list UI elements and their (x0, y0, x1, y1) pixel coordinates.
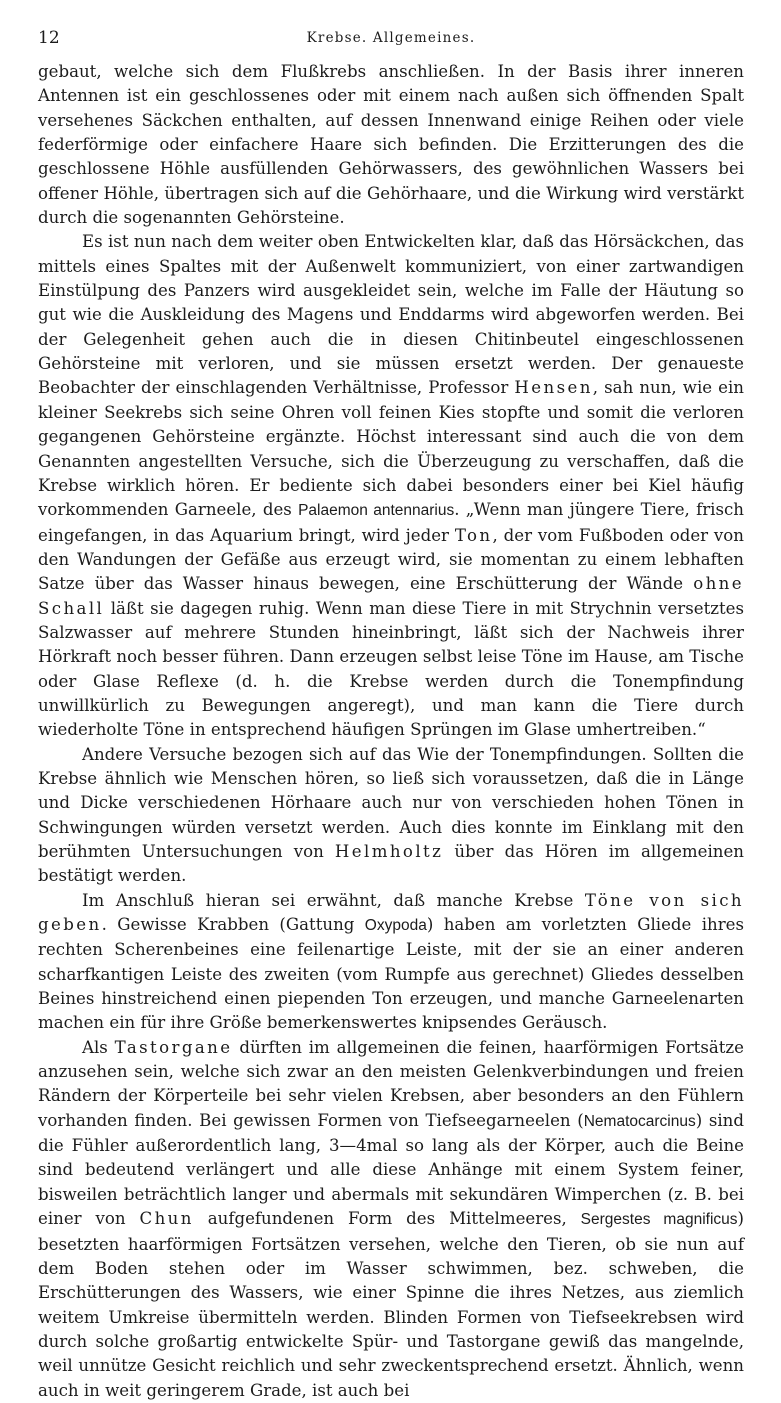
paragraph (38, 60, 744, 230)
latin-name: Sergestes magnificus (580, 1211, 738, 1229)
text-run: Als (82, 1037, 115, 1057)
text-run: dürften im allgemeinen die feinen, haarförmigen Fortsätze anzusehen sein, welche sich zwar an den meisten Gelenkverbindungen und freien Rändern der Körperteile bei sehr vielen Krebsen, aber besonders an den Fühlern vorhanden finden. Bei gewissen Formen von Tiefseegarneelen ( (38, 1037, 744, 1130)
latin-name: Oxypoda (364, 917, 427, 935)
spaced-emphasis: Ton (454, 525, 493, 545)
page-header (38, 28, 744, 54)
page-number: 12 (38, 28, 60, 48)
text-run: ) besetzten haarförmigen Fortsätzen versehen, welche den Tieren, ob sie nun auf dem Boden stehen oder im Wasser schwimmen, bez. schweben, die Erschütterungen des Wassers, wie einer Spinne die ihres Netzes, aus ziemlich weitem Umkreise übermitteln werden. Blinden Formen von Tiefseekrebsen wird durch solche großartig entwickelte Spür- und Tastorgane gewiß das mangelnde, weil unnütze Gesicht reichlich und sehr zweckentsprechend ersetzt. Ähnlich, wenn auch in weit geringerem Grade, ist auch bei (38, 1209, 744, 1400)
text-run: gebaut, welche sich dem Flußkrebs anschließen. In der Basis ihrer inneren Antennen ist ein geschlossenes oder mit einem nach außen sich öffnenden Spalt versehenes Säckchen enthalten, auf dessen Innenwand einige Reihen oder viele federförmige oder einfachere Haare sich befinden. Die Erzitterungen des die geschlossene Höhle ausfüllenden Gehörwassers, des gewöhnlichen Wassers bei offener Höhle, übertragen sich auf die Gehörhaare, und die Wirkung wird verstärkt durch die sogenannten Gehörsteine. (38, 62, 744, 228)
text-run: läßt sie dagegen ruhig. Wenn man diese Tiere in mit Strychnin versetztes Salzwasser auf mehrere Stunden hineinbringt, läßt sich der Nachweis ihrer Hörkraft noch besser führen. Dann erzeugen selbst leise Töne im Hause, am Tische oder Glase Reflexe (d. h. die Krebse werden durch die Tonempfindung unwillkürlich zu Bewegungen angeregt), und man kann die Tiere durch wiederholte Töne in entsprechend häufigen Sprüngen im Glase umhertreiben.“ (38, 598, 744, 740)
text-run: Es ist nun nach dem weiter oben Entwickelten klar, daß das Hörsäckchen, das mittels eines Spaltes mit der Außenwelt kommuniziert, von einer zartwandigen Einstülpung des Panzers wird ausgekleidet sein, welche im Falle der Häutung so gut wie die Auskleidung des Magens und Enddarms wird abgeworfen werden. Bei der Gelegenheit gehen auch die in diesen Chitinbeutel eingeschlossenen Gehörsteine mit verloren, und sie müssen ersetzt werden. Der genaueste Beobachter der einschlagenden Verhältnisse, Professor (38, 232, 744, 398)
latin-name: Nematocarcinus (583, 1112, 696, 1130)
text-run: über das Hören im allgemeinen bestätigt werden. (38, 842, 744, 886)
spaced-emphasis: Chun (139, 1209, 194, 1229)
text-run: , sah nun, wie ein kleiner Seekrebs sich seine Ohren voll feinen Kies stopfte und somit die verloren gegangenen Gehörsteine ergänzte. Höchst interessant sind auch die von dem Genannten angestellten Versuche, sich die Überzeugung zu verschaffen, daß die Krebse wirklich hören. Er bediente sich dabei besonders einer bei Kiel häufig vorkommenden Garneele, des (38, 378, 744, 520)
text-run: ) sind die Fühler außerordentlich lang, 3—4mal so lang als der Körper, auch die Beine sind bedeutend verlängert und alle diese Anhänge mit einem System feiner, bisweilen beträchtlich langer und abermals mit sekundären Wimperchen (z. B. bei einer von (38, 1110, 744, 1229)
spaced-emphasis: Hensen (514, 378, 593, 398)
text-run: Andere Versuche bezogen sich auf das Wie der Tonempfindungen. Sollten die Krebse ähnlich wie Menschen hören, so ließ sich voraussetzen, daß die in Länge und Dicke verschiedenen Hörhaare auch nur von verschieden hohen Tönen in Schwingungen würden versetzt werden. Auch dies konnte im Einklang mit den berühmten Untersuchungen von (38, 744, 744, 861)
body-text (38, 60, 744, 1403)
paragraph (38, 889, 744, 1036)
running-title: Krebse. Allgemeines. (306, 30, 476, 46)
latin-name: Palaemon antennarius (298, 502, 455, 520)
text-run: , der vom Fußboden oder von den Wandungen der Gefäße aus erzeugt wird, sie momentan zu einem lebhaften Satze über das Wasser hinaus bewegen, eine Erschütterung der Wände (38, 525, 744, 594)
paragraph (38, 230, 744, 742)
spaced-emphasis: Töne von sich geben (38, 890, 744, 935)
spaced-emphasis: Tastorgane (114, 1037, 233, 1057)
text-run: Im Anschluß hieran sei erwähnt, daß manche Krebse (82, 890, 585, 910)
text-run: aufgefundenen Form des Mittelmeeres, (193, 1209, 581, 1229)
paragraph (38, 743, 744, 889)
text-run: ) haben am vorletzten Gliede ihres rechten Scherenbeines eine feilenartige Leiste, mit der sie an einer anderen scharfkantigen Leiste des zweiten (vom Rumpfe aus gerechnet) Gliedes desselben Beines hinstreichend einen piependen Ton erzeugen, und manche Garneelenarten machen ein für ihre Größe bemerkenswertes knipsendes Geräusch. (38, 915, 744, 1033)
spaced-emphasis: ohne Schall (38, 574, 744, 618)
text-run: . „Wenn man jüngere Tiere, frisch eingefangen, in das Aquarium bringt, wird jeder (38, 500, 744, 545)
spaced-emphasis: Helmholtz (334, 842, 444, 861)
paragraph (38, 1036, 744, 1403)
text-run: . Gewisse Krabben (Gattung (101, 915, 365, 935)
